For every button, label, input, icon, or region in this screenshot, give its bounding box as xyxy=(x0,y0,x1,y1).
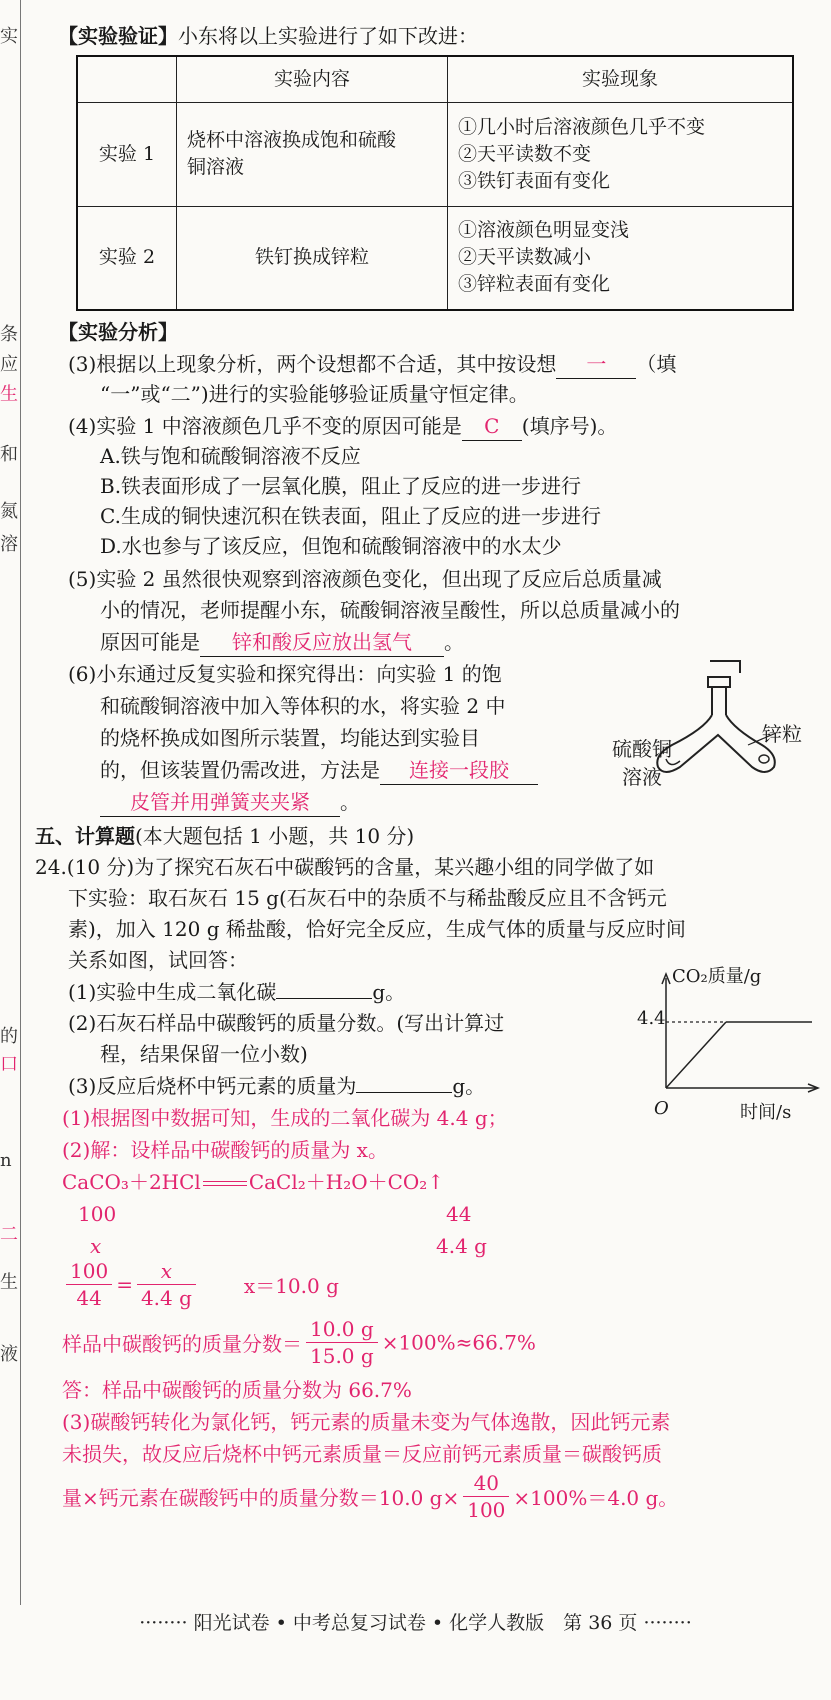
figure-label: 锌粒 xyxy=(762,722,802,746)
option-b: B.铁表面形成了一层氧化膜，阻止了反应的进一步进行 xyxy=(100,474,582,498)
row-content: 烧杯中溶液换成饱和硫酸 铜溶液 xyxy=(177,102,448,206)
row-label: 实验 2 xyxy=(77,206,177,310)
answer-blank: 皮管并用弹簧夹夹紧 xyxy=(100,788,340,817)
q24-line1: 24.(10 分)为了探究石灰石中碳酸钙的含量，某兴趣小组的同学做了如 xyxy=(35,855,655,879)
sub-q3: (3)反应后烧杯中钙元素的质量为 g。 xyxy=(68,1074,486,1098)
figure-label: 溶液 xyxy=(622,765,662,789)
margin-char: 生 xyxy=(0,384,18,405)
q6-line5: 皮管并用弹簧夹夹紧 。 xyxy=(100,788,360,817)
molar-mass-100: 100 xyxy=(78,1202,117,1226)
margin-char: n xyxy=(0,1150,12,1171)
unknown-x: x xyxy=(90,1234,102,1258)
answer-blank xyxy=(356,1092,452,1093)
margin-char: 的 xyxy=(0,1026,18,1047)
margin-char: 二 xyxy=(0,1224,18,1245)
answer-3-line3: 量×钙元素在碳酸钙中的质量分数＝10.0 g× $\frac{40}{100}$ ×100%＝4.0 g。 xyxy=(62,1471,679,1522)
table-cell xyxy=(77,56,177,102)
q6-line2: 和硫酸铜溶液中加入等体积的水，将实验 2 中 xyxy=(100,694,506,718)
sub-q1: (1)实验中生成二氧化碳 g。 xyxy=(68,980,406,1004)
margin-char: 液 xyxy=(0,1344,18,1365)
q6-line3: 的烧杯换成如图所示装置，均能达到实验目 xyxy=(100,726,480,750)
answer-blank: 一 xyxy=(556,350,636,379)
margin-char: 生 xyxy=(0,1272,18,1293)
option-c: C.生成的铜快速沉积在铁表面，阻止了反应的进一步进行 xyxy=(100,504,601,528)
margin-char: 和 xyxy=(0,444,18,465)
graph-origin: O xyxy=(654,1098,669,1119)
calc-heading: 五、计算题(本大题包括 1 小题，共 10 分) xyxy=(35,824,415,848)
fraction: $\frac{100}{44}$ xyxy=(66,1258,112,1311)
table-header: 实验现象 xyxy=(448,56,794,102)
answer-1: (1)根据图中数据可知，生成的二氧化碳为 4.4 g； xyxy=(62,1106,508,1130)
row-phenomenon: ①溶液颜色明显变浅 ②天平读数减小 ③锌粒表面有变化 xyxy=(448,206,794,310)
table-row xyxy=(77,102,793,206)
q3-line2: “一”或“二”)进行的实验能够验证质量守恒定律。 xyxy=(100,382,529,406)
answer-blank: 锌和酸反应放出氢气 xyxy=(200,628,444,657)
chem-equation: CaCO₃＋2HCl CaCl₂＋H₂O＋CO₂↑ xyxy=(62,1170,445,1194)
graph-ylabel: CO₂质量/g xyxy=(672,966,762,987)
answer-3-line2: 未损失，故反应后烧杯中钙元素质量＝反应前钙元素质量＝碳酸钙质 xyxy=(62,1442,662,1466)
co2-graph xyxy=(636,968,826,1108)
co2-mass: 4.4 g xyxy=(436,1234,487,1258)
table-header-row xyxy=(77,56,793,102)
q24-line3: 素)，加入 120 g 稀盐酸，恰好完全反应，生成气体的质量与反应时间 xyxy=(68,917,686,941)
fraction: $\frac{40}{100}$ xyxy=(463,1470,509,1523)
q24-line2: 下实验：取石灰石 15 g(石灰石中的杂质不与稀盐酸反应且不含钙元 xyxy=(68,886,667,910)
answer-3-line1: (3)碳酸钙转化为氯化钙，钙元素的质量未变为气体逸散，因此钙元素 xyxy=(62,1410,671,1434)
option-d: D.水也参与了该反应，但饱和硫酸铜溶液中的水太少 xyxy=(100,534,562,558)
graph-xlabel: 时间/s xyxy=(740,1102,792,1123)
experiment-table xyxy=(76,55,794,311)
q24-line4: 关系如图，试回答： xyxy=(68,948,248,972)
q3-line1: (3)根据以上现象分析，两个设想都不合适，其中按设想 一 （填 xyxy=(68,350,676,379)
table-header: 实验内容 xyxy=(177,56,448,102)
row-label: 实验 1 xyxy=(77,102,177,206)
answer-blank: 连接一段胶 xyxy=(380,756,538,785)
q5-line3: 原因可能是 锌和酸反应放出氢气 。 xyxy=(100,628,464,657)
binding-line xyxy=(20,0,21,1605)
sub-q2-line1: (2)石灰石样品中碳酸钙的质量分数。(写出计算过 xyxy=(68,1011,505,1035)
verify-intro: 【实验验证】小东将以上实验进行了如下改进： xyxy=(58,24,478,48)
proportion: $\frac{100}{44}$ = $\frac{x}{4.4 g}$ x＝10.0 g xyxy=(62,1258,339,1311)
molar-mass-44: 44 xyxy=(446,1202,472,1226)
figure-label: 硫酸铜 xyxy=(612,737,672,761)
q6-line4: 的，但该装置仍需改进，方法是 连接一段胶 xyxy=(100,756,538,785)
margin-char: 条 xyxy=(0,324,18,345)
mass-fraction: 样品中碳酸钙的质量分数＝ $\frac{10.0 g}{15.0 g}$ ×100%≈66.7% xyxy=(62,1317,536,1368)
table-row xyxy=(77,206,793,310)
option-a: A.铁与饱和硫酸铜溶液不反应 xyxy=(100,444,361,468)
answer-statement: 答：样品中碳酸钙的质量分数为 66.7% xyxy=(62,1378,412,1402)
fraction: $\frac{10.0 g}{15.0 g}$ xyxy=(306,1316,378,1369)
row-content: 铁钉换成锌粒 xyxy=(177,206,448,310)
row-phenomenon: ①几小时后溶液颜色几乎不变 ②天平读数不变 ③铁钉表面有变化 xyxy=(448,102,794,206)
margin-char: 实 xyxy=(0,26,18,47)
graph-ytick: 4.4 xyxy=(637,1008,666,1029)
answer-blank xyxy=(276,998,372,999)
margin-char: 口 xyxy=(0,1054,18,1075)
q5-line2: 小的情况，老师提醒小东，硫酸铜溶液呈酸性，所以总质量减小的 xyxy=(100,598,680,622)
margin-char: 应 xyxy=(0,354,18,375)
answer-blank: C xyxy=(462,412,522,441)
q6-line1: (6)小东通过反复实验和探究得出：向实验 1 的饱 xyxy=(68,662,502,686)
sub-q2-line2: 程，结果保留一位小数) xyxy=(100,1042,308,1066)
fraction: $\frac{x}{4.4 g}$ xyxy=(137,1258,196,1311)
margin-char: 溶 xyxy=(0,534,18,555)
q4-line: (4)实验 1 中溶液颜色几乎不变的原因可能是 C (填序号)。 xyxy=(68,412,617,441)
margin-char: 氮 xyxy=(0,501,18,522)
q5-line1: (5)实验 2 虽然很快观察到溶液颜色变化，但出现了反应后总质量减 xyxy=(68,567,662,591)
answer-2: (2)解：设样品中碳酸钙的质量为 x。 xyxy=(62,1138,388,1162)
page-footer: ········ 阳光试卷 • 中考总复习试卷 • 化学人教版 第 36 页 ········ xyxy=(139,1612,692,1634)
analysis-heading: 【实验分析】 xyxy=(58,320,178,344)
verify-heading: 【实验验证】 xyxy=(58,24,178,48)
